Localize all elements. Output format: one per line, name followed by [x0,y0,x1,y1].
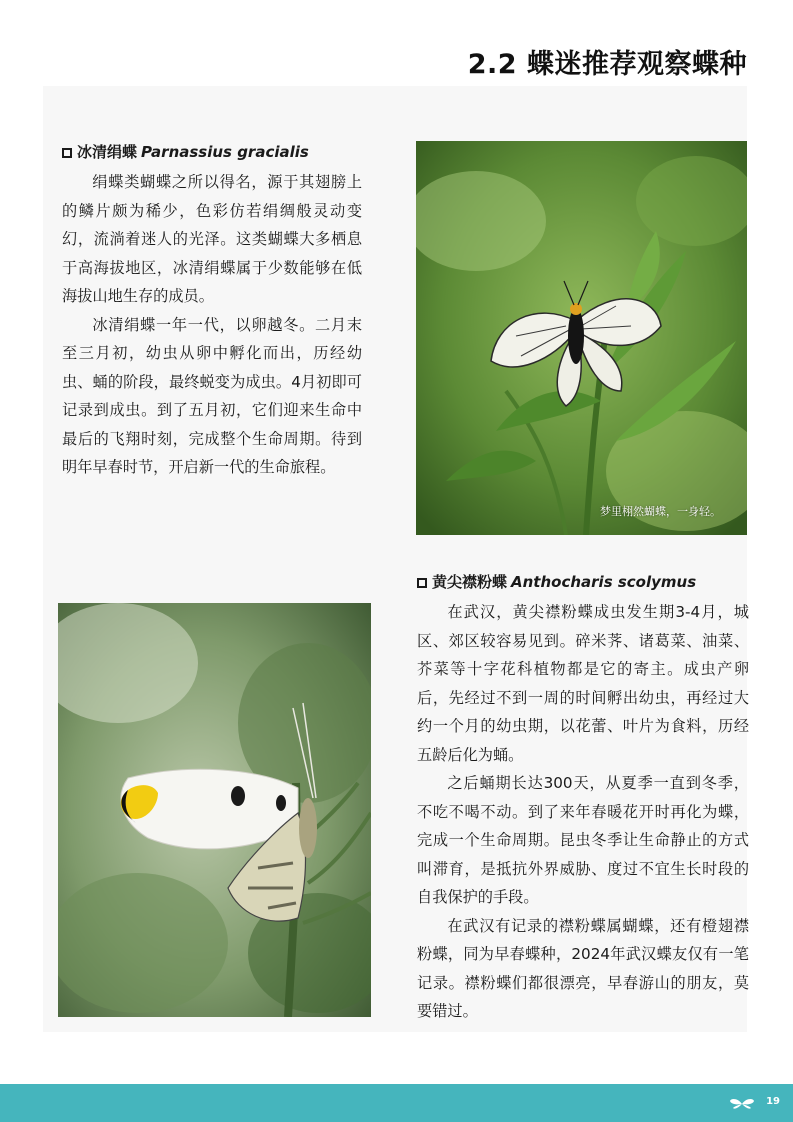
page-title: 2.2 蝶迷推荐观察蝶种 [467,49,747,80]
paragraph: 之后蛹期长达300天，从夏季一直到冬季，不吃不喝不动。到了来年春暖花开时再化为蝶，完成一个生命周期。昆虫冬季让生命静止的方式叫滞育，是抵抗外界威胁、度过不宜生长时段的自我保护的手段。 [417,774,749,906]
checkbox-square-icon [62,148,72,158]
butterfly-on-plant-image [416,141,747,535]
page-number: 19 [766,1096,780,1107]
photo-parnassius [416,141,747,535]
butterfly-logo-icon [729,1098,755,1110]
photo-anthocharis [58,603,371,1017]
species-name: 黄尖襟粉蝶 [432,573,508,591]
species-latin-name: Anthocharis scolymus [511,573,697,591]
photo-caption: 梦里栩然蝴蝶，一身轻。 [600,505,721,518]
species-latin-name: Parnassius gracialis [141,143,309,161]
paragraph: 在武汉有记录的襟粉蝶属蝴蝶，还有橙翅襟粉蝶，同为早春蝶种，2024年武汉蝶友仅有一笔记录。襟粉蝶们都很漂亮，早春游山的朋友，莫要错过。 [417,916,749,1020]
species-name: 冰清绢蝶 [77,143,138,161]
section-parnassius [62,142,362,482]
section-heading [417,572,749,592]
page-footer [0,1084,793,1122]
checkbox-square-icon [417,578,427,588]
paragraph: 在武汉，黄尖襟粉蝶成虫发生期3-4月，城区、郊区较容易见到。碎米荠、诸葛菜、油菜、芥菜等十字花科植物都是它的寄主。成虫产卵后，先经过不到一周的时间孵出幼虫，再经过大约一个月的幼虫期，以花蕾、叶片为食料，历经五龄后化为蛹。 [417,603,749,764]
section-heading [62,142,362,162]
paragraph: 冰清绢蝶一年一代，以卵越冬。二月末至三月初，幼虫从卵中孵化而出，历经幼虫、蛹的阶段，最终蜕变为成虫。4月初即可记录到成虫。到了五月初，它们迎来生命中最后的飞翔时刻，完成整个生命周期。待到明年早春时节，开启新一代的生命旅程。 [62,315,362,476]
section-anthocharis [417,572,749,1026]
orange-tip-butterfly-image [58,603,371,1017]
paragraph: 绢蝶类蝴蝶之所以得名，源于其翅膀上的鳞片颇为稀少，色彩仿若绢绸般灵动变幻，流淌着迷人的光泽。这类蝴蝶大多栖息于高海拔地区，冰清绢蝶属于少数能够在低海拔山地生存的成员。 [62,173,362,305]
